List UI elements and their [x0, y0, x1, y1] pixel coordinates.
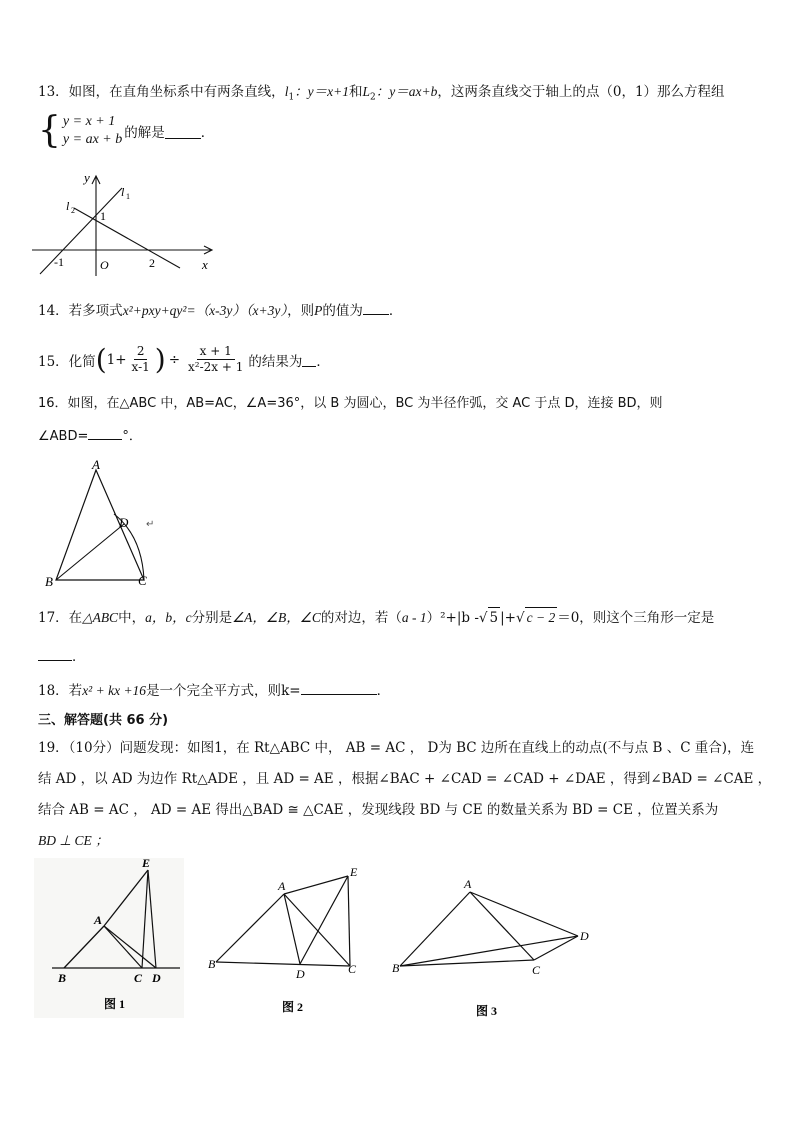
q14-var: P: [314, 303, 323, 318]
q14-period: ．: [388, 303, 403, 319]
q17-mid1: 中，: [118, 609, 146, 626]
q13-label-l2-sub: 2: [71, 206, 75, 215]
q17-sqrt5: 5: [488, 607, 501, 628]
q19-line3: 结合 AB = AC ， AD = AE 得出△BAD ≅ △CAE ，发现线段 BD 与 CE 的数量关系为 BD = CE ，位置关系为: [38, 802, 719, 818]
fig3-ac: [470, 892, 534, 960]
q19-line1: 19．（10分）问题发现：如图1，在 Rt△ABC 中， AB = AC ， D为 BC 边所在直线上的动点(不与点 B 、C 重合)，连: [38, 740, 755, 756]
q15-answer-blank[interactable]: [302, 352, 316, 367]
q17-mid2: 分别是: [191, 609, 233, 626]
q13-line-l2: [74, 208, 180, 268]
fig2-label-a: A: [278, 879, 286, 893]
fig1-label-e: E: [142, 858, 151, 870]
q16-suffix: °．: [122, 429, 142, 444]
q17-period: ．: [72, 649, 86, 665]
q19-figure-2: [200, 858, 372, 1018]
q13-line1: [38, 82, 725, 108]
q15-rparen: ): [154, 343, 166, 376]
fig1-label-c: C: [134, 971, 143, 985]
q18-mid: 是一个完全平方式，则: [146, 683, 282, 699]
q15-period: ．: [316, 353, 330, 370]
q16-label-a: A: [92, 457, 100, 472]
q14-expr: x²+pxy+qy²=（x-3y）（x+3y）: [122, 303, 288, 318]
fig2-ec: [348, 876, 350, 966]
q16-line2: [38, 425, 142, 447]
q15-frac2: [185, 344, 246, 375]
fig2-ac: [284, 894, 350, 966]
q19-figure-3: [386, 870, 596, 1020]
q16-prefix: ∠ABD=: [38, 429, 89, 444]
q19-line2: 结 AD ，以 AD 为边作 Rt△ADE ，且 AD = AE ，根据∠BAC + ∠CAD = ∠CAD + ∠DAE ，得到∠BAD = ∠CAE ，: [38, 771, 772, 787]
q13-answer-blank[interactable]: [165, 124, 201, 139]
q13-label-one: 1: [100, 209, 106, 223]
q17-mid4: ）²+|b -: [426, 609, 479, 626]
q14-suffix: 的值为: [322, 303, 363, 319]
q17-eq0: ＝0，则这个三角形一定是: [557, 609, 715, 626]
q17-sqrt-c: c − 2: [525, 607, 558, 628]
fig2-label-d: D: [296, 967, 305, 981]
q13-figure: [30, 168, 220, 280]
q17-angles: ∠A，∠B，∠C: [232, 609, 321, 625]
q17-tri: △ABC: [82, 609, 119, 625]
fig2-ad: [284, 894, 300, 964]
q17-mid5: |+: [500, 609, 516, 626]
q16-label-b: B: [45, 574, 53, 589]
q15-lparen: (: [95, 343, 107, 376]
q15-suffix: 的结果为: [248, 353, 303, 370]
q16-figure: [42, 456, 162, 590]
q13-label-l1-sub: 1: [126, 192, 130, 201]
q13-and: 和: [349, 84, 363, 100]
q13-sys-after: 的解是: [124, 125, 165, 141]
q15-frac2-den: x²-2x + 1: [188, 360, 244, 374]
fig1-label-b: B: [58, 971, 67, 985]
q17-sqrtc-sign: √: [516, 609, 525, 626]
q13-label-origin: O: [100, 258, 109, 272]
q13-period: ．: [200, 125, 215, 141]
fig2-bc: [216, 962, 350, 966]
fig2-ae: [284, 876, 348, 894]
q13-suffix: ，这两条直线交于轴上的点（0，1）那么方程组: [437, 84, 725, 100]
q17-answer-blank[interactable]: [38, 646, 72, 661]
q13-l2-eq: ：y＝ax+b: [375, 84, 438, 99]
q16-return-mark: ↵: [146, 519, 155, 530]
q13-l2-sub: 2: [370, 92, 376, 103]
q13-label-x: x: [202, 257, 208, 272]
q14-line: [38, 300, 402, 321]
q19-line4: BD ⊥ CE ；: [38, 833, 109, 848]
q17-line1: [38, 607, 714, 628]
q13-l1-name: l: [284, 84, 289, 99]
q13-l1-eq: ：y＝x+1: [294, 84, 350, 99]
q17-sqrt5-sign: √: [478, 609, 488, 626]
q13-label-l1: l: [121, 185, 125, 199]
q18-answer-blank[interactable]: [301, 680, 377, 695]
q18-prefix: 18．若: [38, 683, 83, 699]
q15-frac1: [129, 344, 153, 375]
q18-k: k=: [281, 683, 301, 699]
fig1-label-a: A: [94, 913, 103, 927]
q13-brace: {: [38, 110, 61, 151]
q13-l1-sub: 1: [288, 92, 295, 103]
section-heading: 三、解答题(共 66 分): [38, 713, 169, 728]
q13-sys-line2: y = ax + b: [62, 132, 123, 147]
q13-line-l1: [40, 188, 122, 274]
q13-label-neg1: -1: [54, 255, 64, 269]
fig2-label-b: B: [208, 957, 216, 971]
fig3-caption: 图 3: [476, 1004, 498, 1018]
q16-triangle: [56, 470, 144, 580]
q15-div: ÷: [168, 351, 181, 368]
fig3-label-b: B: [392, 961, 400, 975]
q17-abc: a，b，c: [145, 609, 192, 625]
fig3-label-c: C: [532, 963, 541, 977]
q15-frac1-num: 2: [134, 344, 148, 360]
fig2-label-c: C: [348, 962, 357, 976]
fig3-ad: [470, 892, 578, 936]
q18-line: [38, 680, 390, 701]
q13-label-two: 2: [149, 256, 155, 270]
q19-figure-1: [34, 858, 184, 1018]
q16-line1: 16．如图，在△ABC 中，AB=AC，∠A=36°，以 B 为圆心，BC 为半径作弧，交 AC 于点 D，连接 BD，则: [38, 396, 663, 411]
fig2-label-e: E: [350, 865, 358, 879]
q15-line: [38, 343, 330, 376]
q13-prefix: 13．如图，在直角坐标系中有两条直线，: [38, 84, 285, 100]
q16-label-c: C: [138, 573, 147, 588]
q17-prefix: 17．在: [38, 609, 83, 626]
fig1-background: [34, 858, 184, 1018]
q14-answer-blank[interactable]: [363, 300, 389, 315]
fig2-ab: [216, 894, 284, 962]
q18-period: ．: [376, 683, 391, 699]
fig1-caption: 图 1: [104, 997, 126, 1011]
fig2-caption: 图 2: [282, 1000, 304, 1014]
q16-answer-blank[interactable]: [88, 425, 122, 440]
fig3-label-d: D: [580, 929, 589, 943]
q14-prefix: 14．若多项式: [38, 303, 123, 319]
fig3-label-a: A: [464, 877, 472, 891]
fig1-label-d: D: [152, 971, 161, 985]
fig3-ab: [400, 892, 470, 966]
q13-l2-name: L: [362, 84, 371, 99]
q17-a-minus-1: a - 1: [401, 609, 427, 625]
q13-label-l2: l: [66, 199, 70, 213]
q15-prefix: 15．化简: [38, 353, 96, 370]
q15-one-plus: 1+: [106, 351, 127, 368]
q17-mid3: 的对边，若（: [320, 609, 402, 626]
q14-mid: ，则: [287, 303, 315, 319]
q13-system: [38, 110, 215, 151]
q13-label-y: y: [84, 170, 90, 185]
q13-sys-line1: y = x + 1: [62, 114, 116, 129]
q15-frac2-num: x + 1: [197, 344, 235, 360]
q18-expr: x² + kx +16: [82, 683, 147, 698]
q17-line2: [38, 646, 86, 667]
q15-frac1-den: x-1: [131, 360, 150, 374]
q16-label-d: D: [119, 515, 129, 530]
